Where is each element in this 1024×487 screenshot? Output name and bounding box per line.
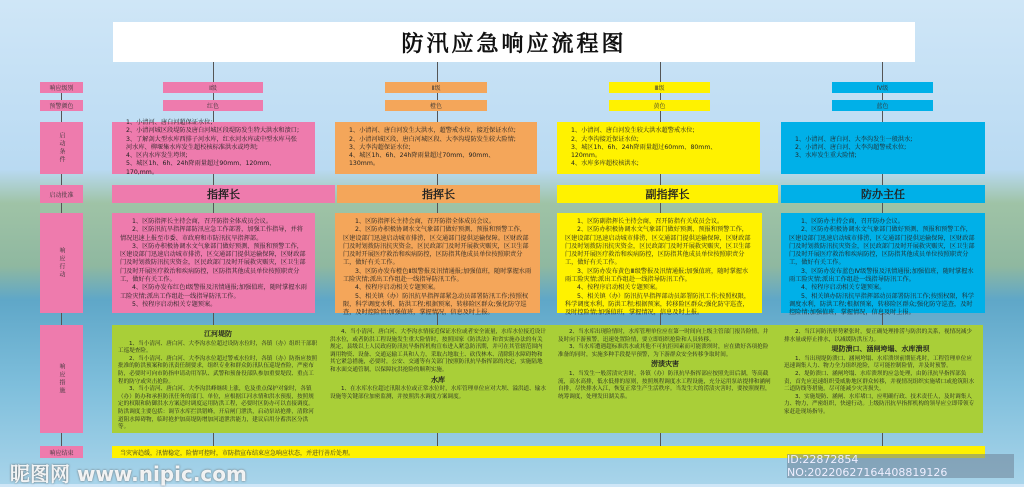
list-item: 3、了解剑大型水库西排子河水库，红水河水库或中型水库马张河水库、柳堰集水库发生超校核标准洪水或垮坝;	[126, 135, 297, 151]
measure-item: 3、实施堤防、涵闸、水库堵口，应明确行政、技术责任人，及时调集人力、物力，严密组织，快速行动。上级防汛抗旱指挥机构的领导应立即带领专家赶赴现场指导。	[784, 393, 975, 415]
measures-column-3	[552, 325, 778, 433]
list-item: 3、区防办发布橙色Ⅱ级警报及汛情通报;加强值班，随时掌握水雨工险灾情;派出工作组赴一线指导防汛工作。	[343, 267, 532, 284]
measures-column-2	[324, 325, 552, 433]
list-item: 4、城区1h、6h、24h降雨量超过70mm、90mm、130mm。	[349, 152, 495, 168]
level-2-header: Ⅱ级	[385, 82, 487, 93]
measure-item: 4、当小清河、唐白河、大李沟水情接近保证水位或者安全流量，水库水位接近设计洪水位，或者防洪工程设施发生重大险情时，按照国家《防洪法》和省实施办法的有关规定，县级以上人民政府防汛抗旱指挥机构宣布进入紧急防汛期，并可在其管辖范围内调用物资、设备、交通运输工具和人力，采取占地取土、砍伐林木、清除阻水障碍物和其它紧急措施，必要时，公安、交通等有关部门按照防汛抗旱指挥部的决定，实施陆地和水面交通管制，以保障抗洪抢险的顺利实施。	[330, 329, 546, 373]
list-item: 1、小清河、唐白河超保证水位;	[126, 118, 213, 126]
list-item: 4、区防办发布红色Ⅰ级警报及汛情通报;加强值班，随时掌握水雨工险灾情;派出工作组赴一线指导防汛工作。	[120, 284, 307, 300]
level-3-approval: 副指挥长	[557, 185, 778, 203]
label-warning-color: 预警颜色	[40, 100, 83, 111]
level-1-approval: 指挥长	[112, 185, 335, 203]
level-3-conditions	[557, 122, 760, 174]
list-item: 1、区防副指挥长主持会商，召开防指有关成员会议。	[577, 218, 724, 225]
measures-column-1	[112, 325, 324, 433]
list-item: 2、区防办积极协调水文气象部门做好预测、预报和预警工作，区建设部门迅速启动城市排涝，区交通部门提供运输保障，区财政部门及时划拨防汛抗灾资金，区民政部门及时开展救灾赈灾，区卫生部门及时开展医疗救治和疾病防控，区防指其他成员单位按照职责分工，做好有关工作。	[565, 226, 751, 267]
list-item: 5、相关镇（办）防汛抗旱指挥部紧急动员部署防汛工作;按照权限，科学调度水利、防洪工程;根据预案，转移险区群众;强化防守巡查，及时控险情;加强值班，掌握情况，信息及时上报。	[343, 292, 529, 317]
list-item: 2、小清河城区段堤防及唐白河城区段堤防发生特大洪水和溃口;	[126, 127, 300, 135]
image-id: ID:22872854 NO:20220627164408819126	[787, 454, 1014, 478]
label-response-measures: 响应措施	[40, 325, 83, 433]
level-2-actions	[335, 213, 540, 317]
list-item: 1、区防指挥长主持会商，召开防指全体成员会议。	[132, 218, 273, 225]
list-item: 5、按程序启动相关专题预案。	[132, 300, 217, 308]
measure-item: 2、堤防溃口、涵闸垮塌、水库溃坝的应急处理，由防汛抗旱指挥部负责，首先应迅速组织受威胁地区群众转移，并视情况组织实施堵口或抢筑阻水二道防线等措施，尽可能减少灾害损失。	[784, 370, 975, 393]
level-4-conditions	[781, 122, 985, 174]
list-item: 5、城区1h、6h、24h降雨量超过90mm、120mm、170,mm。	[126, 160, 276, 176]
level-4-header: Ⅳ级	[832, 82, 933, 93]
list-item: 3、区防办积极协调水文气象部门做好预测、预报和预警工作，区建设部门迅速启动城市排涝，区交通部门提供运输保障，区财政部门及时划拨防汛抗灾资金，区民政部门及时开展救灾赈灾，区卫生部门及时开展医疗救治和疾病防控，区防指其他成员单位按照职责分工，做好有关工作。	[120, 242, 306, 284]
level-3-header: Ⅲ级	[609, 82, 710, 93]
list-item: 1、小清河、唐白河发生较大洪水超警戒水位;	[571, 127, 695, 135]
page-title: 防汛应急响应流程图	[113, 22, 915, 62]
measure-item: 1、当出现堤防溃口、涵闸垮塌、水库溃坝前期征兆时，工程管理单位应迅速调集人力、物力全力组织抢险，尽可能控制险情，并及时预警。	[784, 355, 972, 370]
list-item: 4、按程序启动相关专题预案。	[577, 284, 662, 292]
list-item: 3、城区1h、6h、24h降雨量超过60mm、80mm、120mm。	[571, 143, 717, 160]
label-response-level: 响应级别	[40, 82, 83, 93]
level-4-approval: 防办主任	[781, 185, 985, 203]
measure-heading: 堤防溃口、涵闸垮塌、水库溃坝	[831, 345, 930, 354]
level-1-color: 红色	[163, 100, 263, 111]
level-3-actions	[557, 213, 762, 317]
level-2-color: 橙色	[385, 100, 487, 111]
measure-item: 2、当江河防汛形势紧张时，要正确处理排涝与防洪的关系，视情况减少排水量或停止排水，以减缓防洪压力。	[784, 329, 972, 343]
measure-heading: 水库	[431, 375, 445, 384]
list-item: 3、区防办发布黄色Ⅲ级警报及汛情通报;加强值班，随时掌握水雨工险灾情;派出工作组赴一线指导防汛工作。	[565, 267, 749, 284]
list-item: 1、小清河、唐白河、大李沟发生一般洪水;	[795, 135, 913, 143]
measure-item: 1、在水库水位超过汛限水位或正常水位时，水库管理单位应对大坝、溢洪道、输水设施等关键部位加密监测，并按照洪水调度方案调度。	[330, 386, 546, 400]
label-response-end: 响应结束	[40, 446, 83, 458]
label-response-action: 响应行动	[40, 213, 83, 313]
measures-column-4	[778, 325, 983, 433]
label-start-approval: 启动批准	[40, 185, 83, 203]
list-item: 1、小清河、唐白河发生大洪水，超警戒水位，接近保证水位;	[349, 127, 516, 135]
measure-heading: 涝渍灾害	[651, 360, 679, 369]
response-end-text: 当灾害趋缓，汛情稳定，险情可控时，市防指宣布结束应急响应状态，并进行善后处理。	[112, 446, 985, 458]
measure-item: 3、当水库遭遇超标准洪水或其他不可抗拒因素而可能溃坝时，应在做好各项抢险准备的同时，实施多种手段提早预警，为下游群众安全转移争取时间。	[558, 344, 769, 358]
measure-item: 1、当小清河、唐白河、大李沟水位超过设防水位时，各镇（办）组织干部职工巡堤查险。	[118, 340, 318, 355]
level-1-header: Ⅰ级	[163, 82, 263, 93]
level-3-color: 黄色	[609, 100, 710, 111]
watermark: 昵图网 www.nipic.com	[10, 462, 247, 486]
list-item: 2、区防办积极协调水文气象部门做好预测、预报和预警工作，区建设部门迅速启动城市排涝，区交通部门提供运输保障，区财政部门及时划拨防汛抗灾资金，区民政部门及时开展救灾赈灾，区卫生部门及时开展医疗救治和疾病防控，区防指其他成员单位按照职责分工，做好有关工作。	[789, 226, 975, 267]
label-start-condition: 启动条件	[40, 122, 83, 174]
list-item: 4、区内水库发生垮坝;	[126, 152, 188, 160]
measure-item: 2、当水库出现险情时，水库管理单位应在第一时间向上级主管部门报告险情，并及时向下游预警，迅速处置险情，要立即组织抢险和人员转移。	[558, 329, 769, 343]
list-item: 5、相关镇办防汛抗旱指挥部动员部署防汛工作;按照权限，科学调度水利，防洪工程;根据预案，转移险区群众;强化防守巡查，及时控险情;加强值班，掌握情况，信息及时上报。	[789, 292, 975, 317]
list-item: 2、区防汛抗旱指挥部防汛应急工作部署，加强工作指导，并将情况迅速上报至市委、市政府和市防汛抗旱指挥部。	[120, 226, 303, 242]
list-item: 4、按程序启动相关专题预案。	[355, 284, 440, 292]
list-item: 3、区防办发布蓝色Ⅳ级警报及汛情通报;加强值班，随时掌握水雨工险灾情;派出工作组赴一线指导防汛工作。	[789, 267, 974, 284]
list-item: 4、按程序启动相关专题预案。	[801, 284, 886, 292]
measure-item: 3、当小清河、唐白河、大李沟洪峰继续上涨，危及重点保护对象时，各镇（办）防办和承担防汛任务的部门、单位，应根据江河水情和洪水预报，按照规定的权限和防御洪水方案适时调度运用防洪工程，必要时区防办可以直接调度。防洪调度主要包括：调节水库拦洪错峰，开启闸门泄洪，启动泵站抢排，清除河道阻水障碍物，临时抢护加高堤防增加河道泄洪能力，建议启用分蓄洪区分洪等。	[118, 386, 314, 431]
level-2-approval: 指挥长	[337, 185, 540, 203]
list-item: 3、大李沟超保证水位;	[349, 143, 411, 151]
level-1-actions	[112, 213, 315, 313]
list-item: 4、水库多库超校核洪水;	[571, 160, 639, 168]
measure-item: 2、当小清河、唐白河、大李沟水位超过警戒水位时，各镇（办）防指应按照批准的防洪预案和防汛责任制要求，组织专业和群众防汛队伍巡堤查险，严密布防，必要时可向市防指申请动用军队、武警和预备役部队参加重要堤段、重点工程的防守或突击抢险。	[118, 355, 318, 385]
level-4-actions	[781, 213, 985, 317]
level-2-conditions	[335, 122, 537, 174]
list-item: 2、区防办积极协调水文气象部门做好预测、预报和预警工作，区建设部门迅速启动城市排涝，区交通部门提供运输保障。区财政部门及时划拨防汛抗灾资金，区民政部门及时开展救灾赈灾，区卫生部门及时开展医疗救治和疾病防控，区防指其他成员单位按照职责分工，做好有关工作。	[343, 226, 529, 267]
list-item: 2、小清河城区段、唐白河城区段、大李沟堤防发生较大险情;	[349, 135, 516, 143]
measure-heading: 江河堤防	[204, 330, 232, 338]
list-item: 3、水库发生重大险情;	[795, 152, 857, 160]
list-item: 5、相关镇（办）防汛抗旱指挥部动员部署防汛工作;按照权限，科学调度水利，防洪工程;根据预案，转移险区群众;强化防守巡查，及时控险情;加强值班，掌握情况，信息及时上报。	[565, 292, 751, 317]
list-item: 1、区防办主持会商，召开防办会议。	[801, 218, 904, 225]
measure-item: 1、当发生一般涝渍灾害时，各镇（办）防汛抗旱指挥部应按照先田后湖，等高截流，高水高排，低水低排的原则，按照规程调度水工程设施，充分运用泵站提排和涵闸自排，尽快排水入江，恢复正常生产生活秩序。当发生大的涝渍灾害时，要按照规程，统筹调度，处理发田湖关系。	[558, 370, 771, 400]
list-item: 2、小清河、唐白河、大李沟超警戒水位;	[795, 143, 907, 151]
level-4-color: 蓝色	[832, 100, 933, 111]
level-1-conditions	[112, 118, 315, 176]
list-item: 1、区防指挥长主持会商，召开防指全体成员会议。	[355, 218, 496, 225]
list-item: 2、大李沟接近保证水位;	[571, 135, 639, 143]
